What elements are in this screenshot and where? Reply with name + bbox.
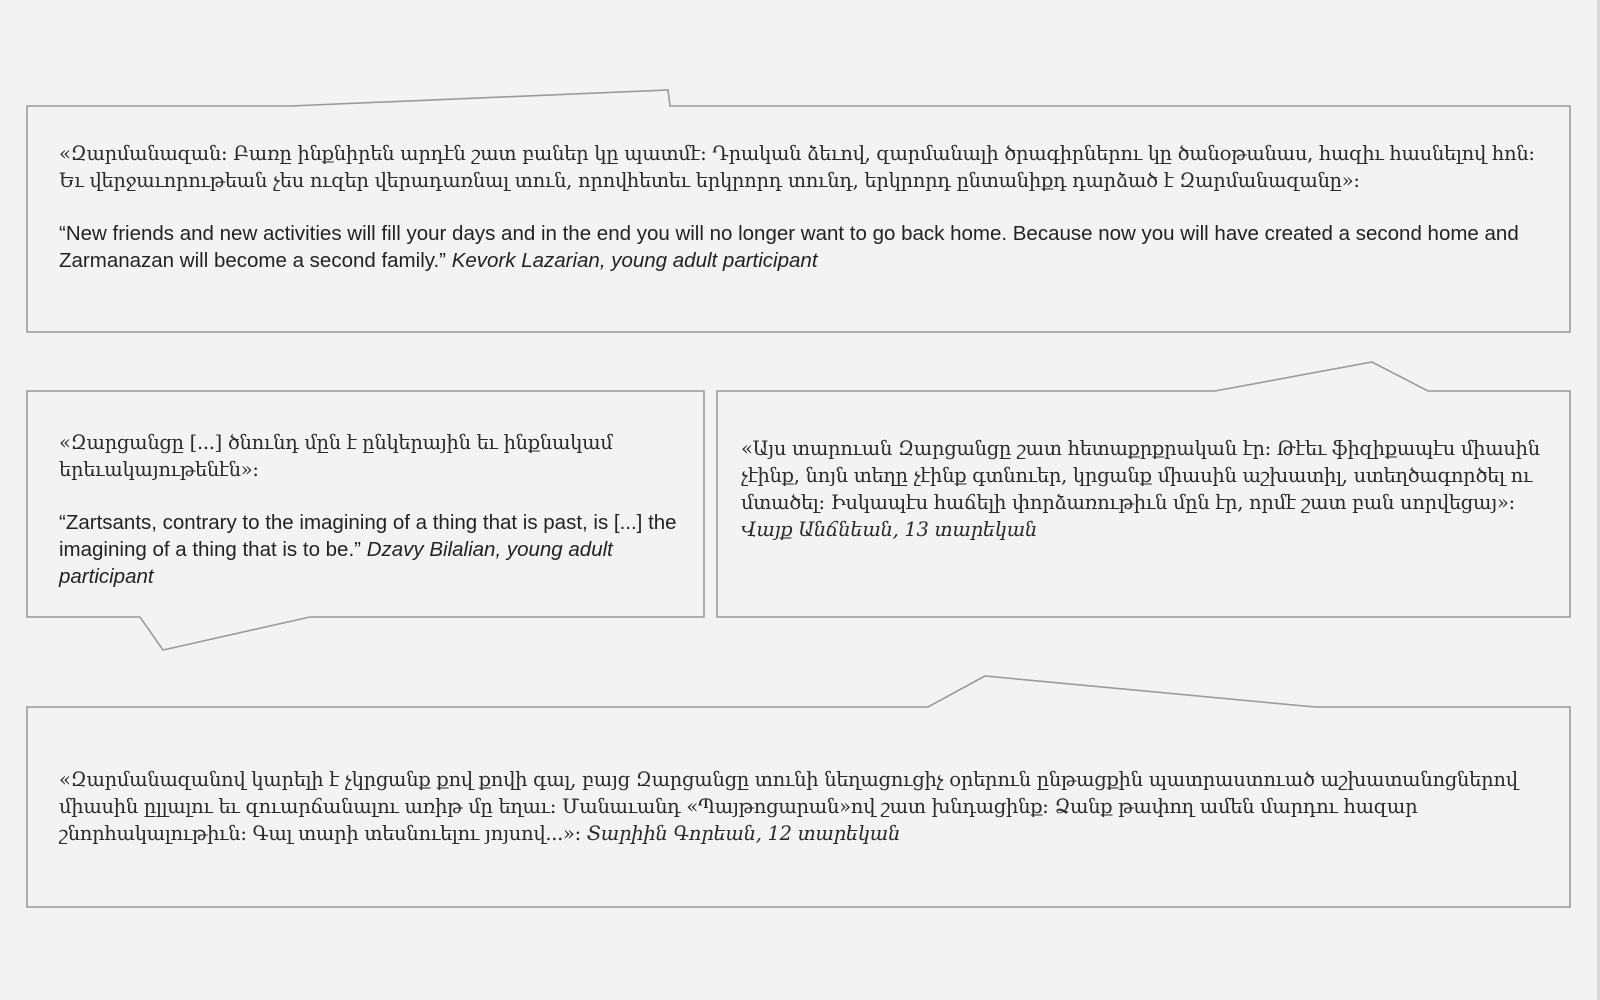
quote-3-armenian-text: «Այս տարուան Զարցանցը շատ հետաքրքրական էր: Թէեւ ֆիզիքապէս միասին չէինք, նոյն տեղը չէինք գտնուեր, կրցանք միասին աշխատիլ, ստեղծագործել ու մտածել: Իսկապէս հաճելի փորձառութիւն մըն էր, որմէ շատ բան սորվեցայ»: (741, 437, 1540, 514)
quote-3-armenian (741, 435, 1541, 543)
quote-2-english-text: “Zartsants, contrary to the imagining of a thing that is past, is [...] the imagining of a thing that is to be.” (59, 511, 677, 561)
quote-4-attribution: Տարիին Գորեան, 12 տարեկան (586, 822, 901, 845)
quote-4-armenian-text: «Զարմանազանով կարելի է չկրցանք քով քովի գալ, բայց Զարցանցը տունի նեղացուցիչ օրերուն ընթացքին պատրաստուած աշխատանոցներով միասին ըլլալու եւ զուարճանալու առիթ մը եղաւ: Մանաւանդ «Պայթոցարան»ով շատ խնդացինք: Ձանք թափող ամեն մարդու հազար շնորհակալութիւն: Գալ տարի տեսնուելու յոյսով...»: (59, 768, 1518, 845)
quote-2-attribution: Dzavy Bilalian, young adult participant (59, 538, 613, 588)
quote-2-armenian: «Զարցանցը [...] ծնունդ մըն է ընկերային եւ ինքնակամ երեւակայութենէն»: (59, 431, 613, 481)
quote-4 (59, 766, 1549, 847)
quote-1-english (59, 220, 1559, 274)
quote-1-english-text: “New friends and new activities will fill your days and in the end you will no longer want to go back home. Because now you will have created a second home and Zarmanazan will become a second family.” (59, 222, 1519, 272)
quote-3-attribution: Վայք Անճնեան, 13 տարեկան (741, 518, 1038, 541)
quote-1 (59, 140, 1559, 274)
quote-2 (59, 429, 679, 590)
quote-1-attribution: Kevork Lazarian, young adult participant (451, 249, 818, 272)
quote-2-english (59, 509, 679, 590)
quote-3 (741, 435, 1541, 543)
quote-1-armenian: «Զարմանազան։ Բառը ինքնիրեն արդէն շատ բաներ կը պատմէ: Դրական ձեւով, զարմանալի ծրագիրներու կը ծանօթանաս, հազիւ հասնելով հոն: Եւ վերջաւորութեան չես ուզեր վերադառնալ տուն, որովհետեւ երկրորդ տունդ, երկրորդ ընտանիքդ դարձած է Զարմանազանը»: (59, 142, 1535, 192)
quote-4-armenian (59, 766, 1549, 847)
